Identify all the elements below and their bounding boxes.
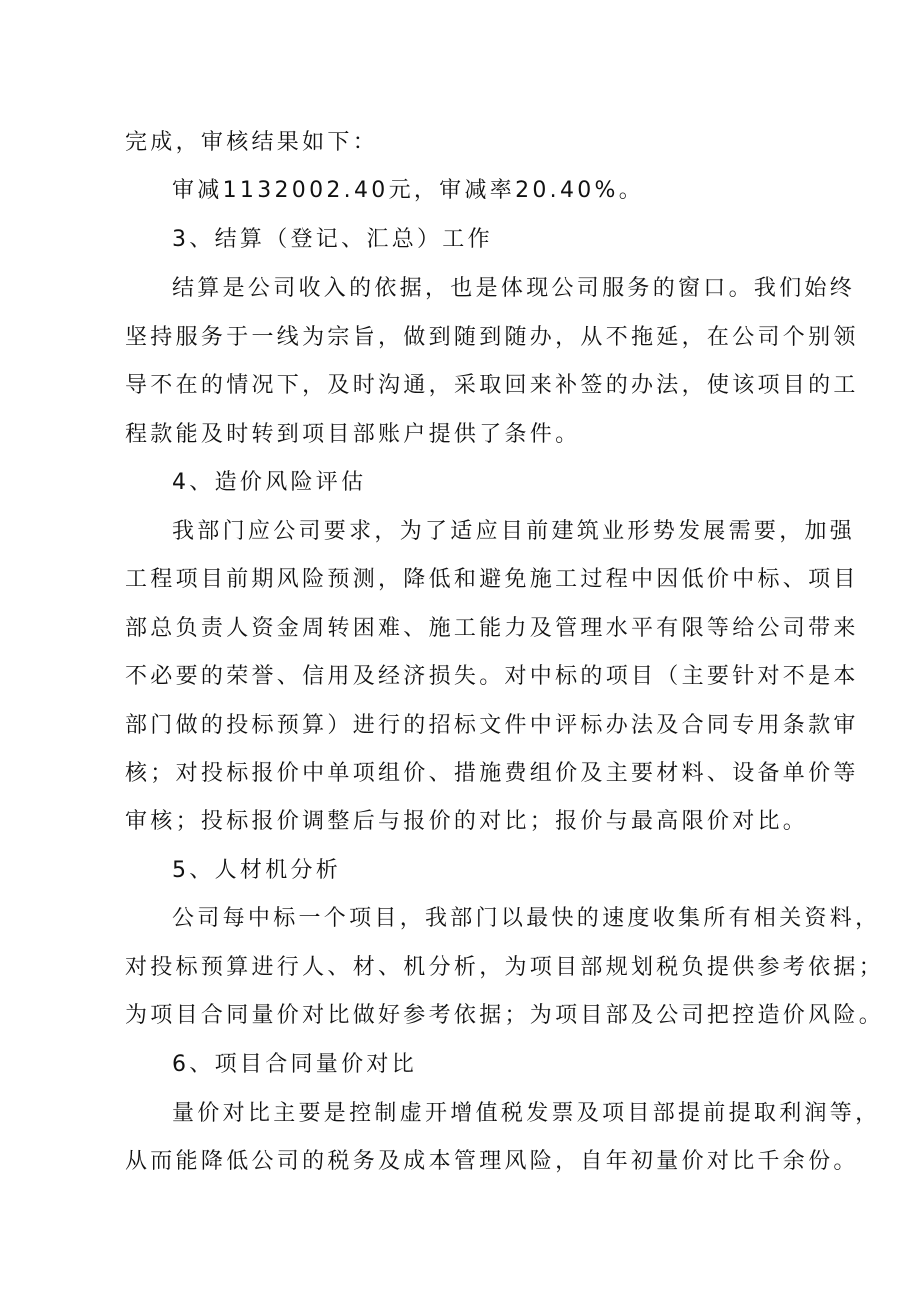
- paragraph-line: 坚持服务于一线为宗旨，做到随到随办，从不拖延，在公司个别领: [125, 325, 859, 350]
- paragraph-line: 审核；投标报价调整后与报价的对比；报价与最高限价对比。: [125, 809, 809, 834]
- paragraph-line: 工程项目前期风险预测，降低和避免施工过程中因低价中标、项目: [125, 567, 859, 592]
- paragraph-line: 导不在的情况下，及时沟通，采取回来补签的办法，使该项目的工: [125, 373, 859, 398]
- paragraph-line: 量价对比主要是控制虚开增值税发票及项目部提前提取利润等，: [172, 1101, 881, 1126]
- paragraph-line: 部总负责人资金周转困难、施工能力及管理水平有限等给公司带来: [125, 616, 859, 641]
- paragraph-line: 对投标预算进行人、材、机分析，为项目部规划税负提供参考依据；: [125, 955, 885, 980]
- paragraph-line: 为项目合同量价对比做好参考依据；为项目部及公司把控造价风险。: [125, 1003, 885, 1028]
- paragraph-line: 从而能降低公司的税务及成本管理风险，自年初量价对比千余份。: [125, 1149, 859, 1174]
- paragraph-line: 核；对投标报价中单项组价、措施费组价及主要材料、设备单价等: [125, 761, 859, 786]
- paragraph-line: 公司每中标一个项目，我部门以最快的速度收集所有相关资料，: [172, 906, 881, 931]
- section-heading: 5、人材机分析: [172, 858, 342, 883]
- section-heading: 3、结算（登记、汇总）工作: [172, 227, 493, 252]
- paragraph-line: 部门做的投标预算）进行的招标文件中评标办法及合同专用条款审: [125, 713, 859, 738]
- paragraph-line: 结算是公司收入的依据，也是体现公司服务的窗口。我们始终: [172, 276, 856, 301]
- paragraph-line: 完成，审核结果如下：: [125, 130, 379, 155]
- paragraph-line: 审减1132002.40元，审减率20.40%。: [172, 178, 645, 203]
- paragraph-line: 不必要的荣誉、信用及经济损失。对中标的项目（主要针对不是本: [125, 664, 859, 689]
- section-heading: 4、造价风险评估: [172, 470, 367, 495]
- paragraph-line: 程款能及时转到项目部账户提供了条件。: [125, 422, 581, 447]
- section-heading: 6、项目合同量价对比: [172, 1052, 417, 1077]
- paragraph-line: 我部门应公司要求，为了适应目前建筑业形势发展需要，加强: [172, 519, 856, 544]
